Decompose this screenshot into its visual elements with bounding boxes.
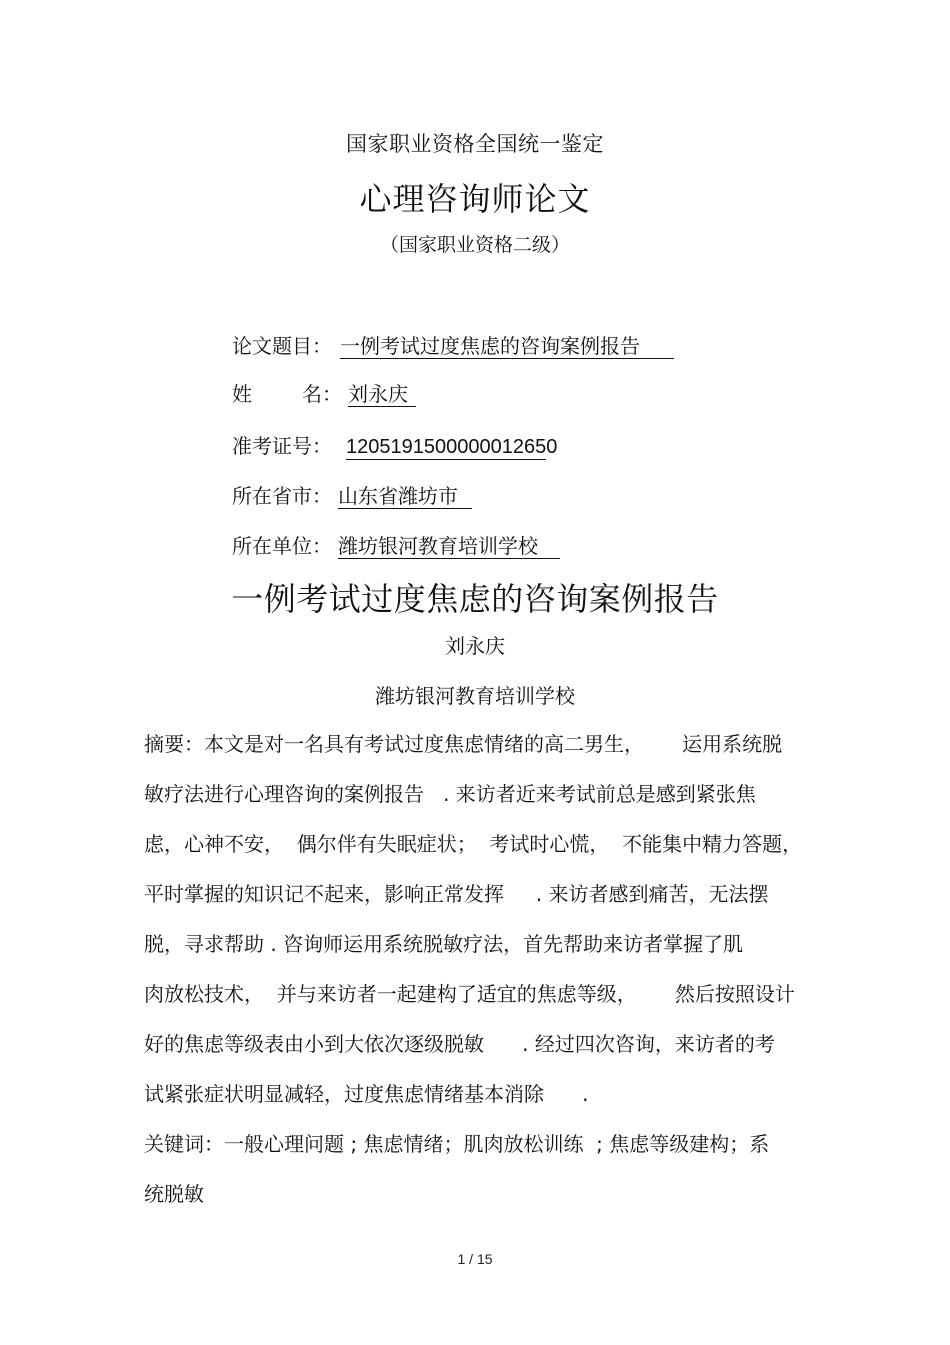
abstract-line: 虑，心神不安， 偶尔伴有失眠症状； 考试时心慌， 不能集中精力答题， [144, 832, 803, 856]
topic-value: 一例考试过度焦虑的咨询案例报告 [340, 335, 674, 359]
info-row-topic [232, 330, 674, 359]
city-value: 山东省潍坊市 [338, 485, 472, 509]
exam-id-label: 准考证号： [232, 434, 332, 458]
unit-value: 潍坊银河教育培训学校 [338, 535, 560, 559]
abstract-line: 摘要：本文是对一名具有考试过度焦虑情绪的高二男生， 运用系统脱 [144, 732, 783, 756]
exam-id-tail: 0 [546, 436, 558, 458]
abstract-line: 脱，寻求帮助 . 咨询师运用系统脱敏疗法，首先帮助来访者掌握了肌 [144, 932, 744, 956]
info-row-city [232, 480, 472, 509]
abstract-line: 敏疗法进行心理咨询的案例报告 . 来访者近来考试前总是感到紧张焦 [144, 782, 756, 806]
keywords-line: 统脱敏 [144, 1182, 204, 1206]
unit-label: 所在单位： [232, 534, 332, 558]
name-value: 刘永庆 [348, 383, 416, 407]
abstract-line: 好的焦虑等级表由小到大依次逐级脱敏 . 经过四次咨询，来访者的考 [144, 1032, 775, 1056]
info-row-unit [232, 530, 560, 559]
topic-label: 论文题目： [232, 334, 332, 358]
page-number: 1 / 15 [457, 1251, 493, 1267]
name-label-first: 姓 [232, 382, 252, 406]
info-row-name [232, 378, 416, 407]
name-label-second: 名： [302, 382, 342, 406]
abstract-line: 平时掌握的知识记不起来，影响正常发挥 . 来访者感到痛苦，无法摆 [144, 882, 769, 906]
exam-header: 国家职业资格全国统一鉴定 [346, 132, 604, 156]
document-title: 心理咨询师论文 [359, 180, 591, 218]
info-row-exam-id [232, 430, 557, 460]
qualification-level: （国家职业资格二级） [379, 234, 570, 256]
city-label: 所在省市： [232, 484, 332, 508]
paper-author: 刘永庆 [445, 634, 505, 658]
keywords-line: 关键词：一般心理问题 ; 焦虑情绪；肌肉放松训练 ; 焦虑等级建构；系 [144, 1132, 770, 1156]
paper-title: 一例考试过度焦虑的咨询案例报告 [231, 580, 719, 618]
exam-id-value: 120519150000001265 [346, 436, 547, 458]
abstract-line: 试紧张症状明显减轻，过度焦虑情绪基本消除 . [144, 1082, 589, 1106]
paper-affiliation: 潍坊银河教育培训学校 [375, 684, 575, 708]
abstract-line: 肉放松技术， 并与来访者一起建构了适宜的焦虑等级， 然后按照设计 [144, 982, 795, 1006]
